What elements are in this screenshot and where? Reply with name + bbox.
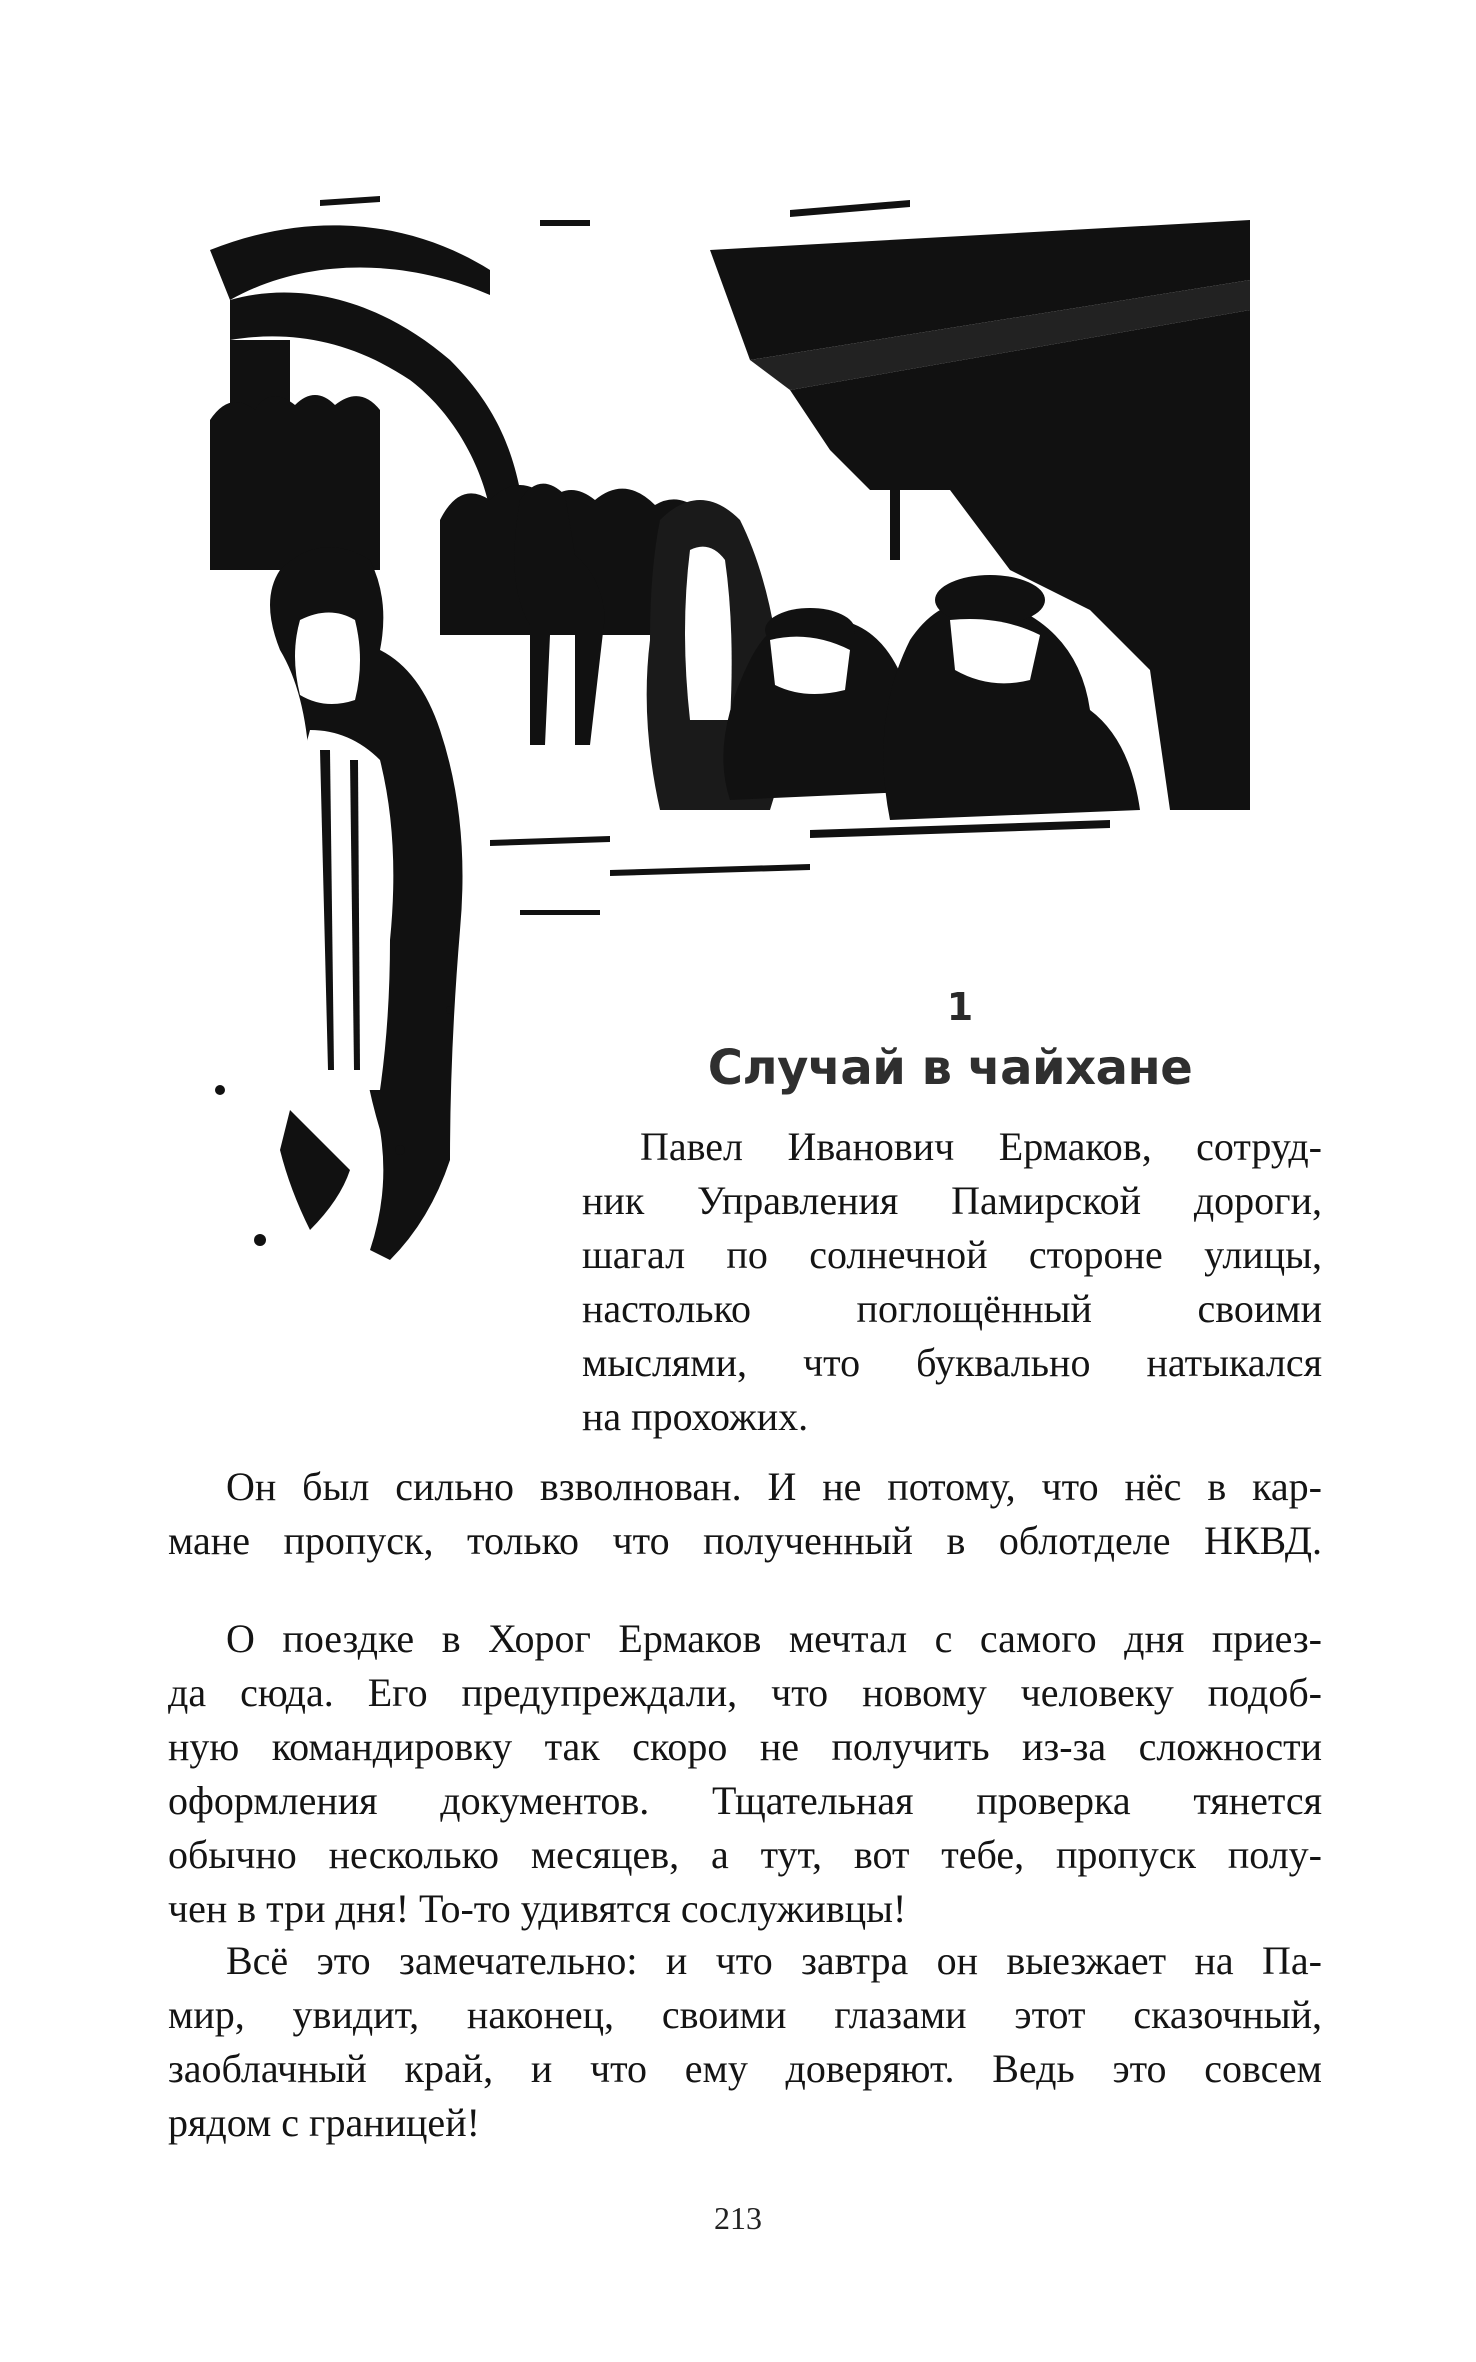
text-line: обычно несколько месяцев, а тут, вот тебе, пропуск полу- xyxy=(168,1832,1322,1877)
text-line: Павел Иванович Ермаков, сотруд- xyxy=(640,1124,1322,1169)
text-line: О поездке в Хорог Ермаков мечтал с самого дня приез- xyxy=(226,1616,1322,1661)
paragraph-1 xyxy=(582,1120,1322,1444)
text-line: заоблачный край, и что ему доверяют. Ведь это совсем xyxy=(168,2046,1322,2091)
text-line: Он был сильно взволнован. И не потому, что нёс в кар- xyxy=(226,1464,1322,1509)
text-line: настолько поглощённый своими xyxy=(582,1286,1322,1331)
text-line: Всё это замечательно: и что завтра он выезжает на Па- xyxy=(226,1938,1322,1983)
paragraph-4 xyxy=(168,1934,1322,2150)
text-line: оформления документов. Тщательная проверка тянется xyxy=(168,1778,1322,1823)
text-line: ник Управления Памирской дороги, xyxy=(582,1178,1322,1223)
text-line: на прохожих. xyxy=(582,1394,809,1439)
text-line: рядом с границей! xyxy=(168,2100,480,2145)
chapter-number: 1 xyxy=(946,985,974,1029)
text-line: да сюда. Его предупреждали, что новому человеку подоб- xyxy=(168,1670,1322,1715)
text-line: шагал по солнечной стороне улицы, xyxy=(582,1232,1322,1277)
paragraph-2 xyxy=(168,1460,1322,1568)
text-line: мыслями, что буквально натыкался xyxy=(582,1340,1322,1385)
paragraph-3 xyxy=(168,1612,1322,1936)
page-number: 213 xyxy=(714,2200,762,2236)
text-line: ную командировку так скоро не получить из-за сложности xyxy=(168,1724,1322,1769)
text-line: мир, увидит, наконец, своими глазами этот сказочный, xyxy=(168,1992,1322,2037)
text-line: мане пропуск, только что полученный в облотделе НКВД. xyxy=(168,1518,1322,1563)
text-line: чен в три дня! То-то удивятся сослуживцы! xyxy=(168,1886,907,1931)
chapter-title: Случай в чайхане xyxy=(707,1040,1193,1096)
